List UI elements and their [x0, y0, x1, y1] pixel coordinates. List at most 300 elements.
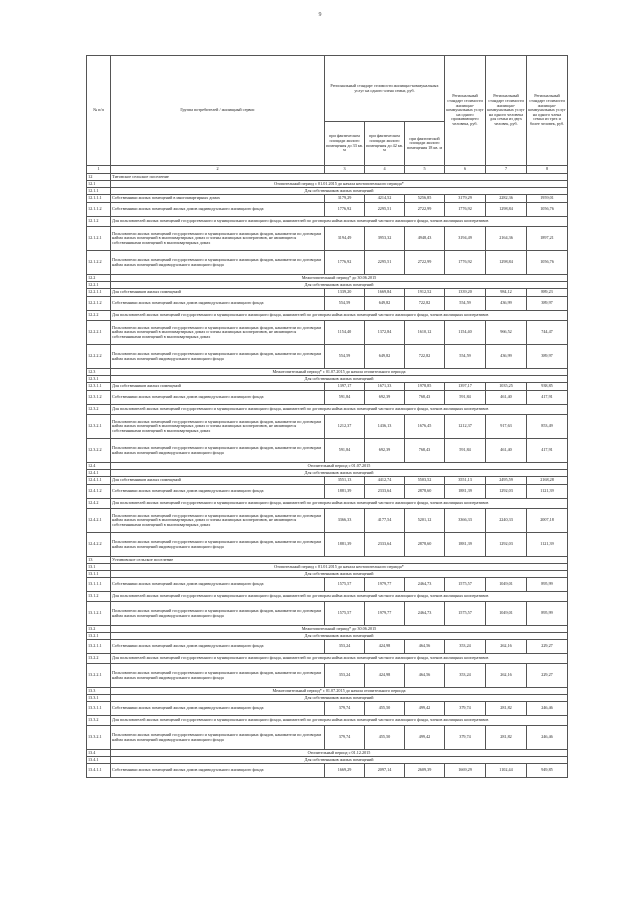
- row-value: 499,42: [405, 702, 445, 716]
- row-value: 424,98: [365, 640, 405, 654]
- row-value: 966,52: [486, 321, 527, 345]
- row-value: 853,49: [527, 415, 568, 439]
- row-value: 4214,52: [365, 195, 405, 203]
- row-value: 455,50: [365, 726, 405, 750]
- row-value: 2722,99: [405, 203, 445, 217]
- row-value: 461,40: [486, 391, 527, 405]
- row-value: 2878,60: [405, 533, 445, 557]
- table-row: [87, 321, 568, 345]
- subheading-row: [87, 275, 568, 282]
- row-value: 461,40: [486, 439, 527, 463]
- subheading-text: Для собственников жилых помещений: [111, 470, 568, 477]
- table-row: [87, 297, 568, 311]
- subheading-text: Для собственников жилых помещений: [111, 188, 568, 195]
- header-num: № п/п: [87, 56, 111, 166]
- subheading-text: Для собственников жилых помещений: [111, 571, 568, 578]
- header-index: 4: [365, 166, 405, 174]
- subheading-row: [87, 181, 568, 188]
- table-row: [87, 477, 568, 485]
- row-value: 2609,39: [405, 764, 445, 778]
- row-code: 13.2.2: [87, 654, 111, 664]
- row-value: 455,50: [365, 702, 405, 716]
- row-value: 3551,13: [325, 477, 365, 485]
- row-value: 229,27: [527, 640, 568, 654]
- table-row: [87, 702, 568, 716]
- row-value: 2097,14: [365, 764, 405, 778]
- row-value: 1121,39: [527, 485, 568, 499]
- table-row: [87, 203, 568, 217]
- row-code: 13.1: [87, 564, 111, 571]
- row-code: 12.1.1: [87, 188, 111, 195]
- subheading-text: Для собственников жилых помещений: [111, 695, 568, 702]
- row-code: 12: [87, 174, 111, 181]
- section-row: [87, 557, 568, 564]
- row-code: 12.4.2.1: [87, 509, 111, 533]
- row-value: 984,12: [486, 289, 527, 297]
- row-description: Пользователи жилых помещений государственного и муниципального жилищных фондов, наниматели по договорам найма жилых помещений индивидуального жилищного фонда: [111, 345, 325, 369]
- table-row: [87, 578, 568, 592]
- row-value: 895,99: [527, 578, 568, 592]
- row-value: 554,59: [325, 345, 365, 369]
- table-row: [87, 439, 568, 463]
- row-value: 1436,13: [365, 415, 405, 439]
- row-description: Собственники жилых помещений жилых домов индивидуального жилищного фонда: [111, 702, 325, 716]
- row-value: 768,43: [405, 439, 445, 463]
- row-value: 5201,12: [405, 509, 445, 533]
- row-value: 1881,39: [445, 533, 486, 557]
- regional-standard-table: [86, 55, 568, 778]
- row-value: 353,24: [445, 664, 486, 688]
- row-value: 281,82: [486, 726, 527, 750]
- row-value: 379,74: [325, 726, 365, 750]
- header-two: Региональный стандарт стоимости жилищно-коммунальных услуг на одного человека для семьи из двух человек, руб.: [486, 56, 527, 166]
- row-description: Для собственников жилых помещений: [111, 289, 325, 297]
- row-value: 1212,37: [445, 415, 486, 439]
- table-row: [87, 227, 568, 251]
- header-sub-a: при фактическом площади жилого помещения до 33 кв. м: [325, 122, 365, 166]
- row-value: 1154,40: [445, 321, 486, 345]
- row-value: 5503,52: [405, 477, 445, 485]
- row-value: 1776,92: [445, 251, 486, 275]
- table-row: [87, 195, 568, 203]
- row-code: 13.1.1: [87, 571, 111, 578]
- row-code: 13.2.1.1: [87, 640, 111, 654]
- row-code: 12.2: [87, 275, 111, 282]
- row-value: 917,63: [486, 415, 527, 439]
- subheading-text: Для пользователей жилых помещений государственного и муниципального жилищного фонда, нанимателей по договорам найма жилых помещений частного жилищного фонда, членов жилищных кооперативов: [111, 311, 568, 321]
- row-value: 1575,57: [325, 578, 365, 592]
- row-value: 1776,92: [325, 251, 365, 275]
- row-value: 591,84: [325, 439, 365, 463]
- row-code: 13.4.1: [87, 757, 111, 764]
- subheading-text: Для пользователей жилых помещений государственного и муниципального жилищного фонда, нанимателей по договорам найма жилых помещений частного жилищного фонда, членов жилищных кооперативов: [111, 499, 568, 509]
- table-row: [87, 251, 568, 275]
- row-code: 12.3.2.2: [87, 439, 111, 463]
- subheading-text: Для пользователей жилых помещений государственного и муниципального жилищного фонда, нанимателей по договорам найма жилых помещений частного жилищного фонда, членов жилищных кооперативов: [111, 405, 568, 415]
- row-value: 2295,51: [365, 203, 405, 217]
- subheading-row: [87, 311, 568, 321]
- subheading-text: Для собственников жилых помещений: [111, 282, 568, 289]
- row-code: 12.3.1: [87, 376, 111, 383]
- subheading-row: [87, 463, 568, 470]
- row-description: Пользователи жилых помещений государственного и муниципального жилищных фондов, наниматели по договорам найма жилых помещений индивидуального жилищного фонда: [111, 533, 325, 557]
- row-description: Собственники жилых помещений в многоквартирных домах: [111, 195, 325, 203]
- header-index: 5: [405, 166, 445, 174]
- header-index: 7: [486, 166, 527, 174]
- row-value: 3194,49: [445, 227, 486, 251]
- row-description: Пользователи жилых помещений государственного и муниципального жилищных фондов, наниматели по договорам найма жилых помещений в многоквартирных домах и члены жилищных кооперативов, не являющиеся собственниками помещений в многоквартирных домах: [111, 227, 325, 251]
- subheading-row: [87, 282, 568, 289]
- subheading-row: [87, 750, 568, 757]
- row-value: 1212,37: [325, 415, 365, 439]
- row-value: 1575,57: [325, 602, 365, 626]
- header-index: 2: [111, 166, 325, 174]
- subheading-text: Для пользователей жилых помещений государственного и муниципального жилищного фонда, нанимателей по договорам найма жилых помещений частного жилищного фонда, членов жилищных кооперативов: [111, 654, 568, 664]
- row-description: Собственники жилых помещений жилых домов индивидуального жилищного фонда: [111, 297, 325, 311]
- table-row: [87, 509, 568, 533]
- row-value: 1575,57: [445, 578, 486, 592]
- header-three-plus: Региональный стандарт стоимости жилищно-коммунальных услуг на одного члена семьи из трех и более человек, руб.: [527, 56, 568, 166]
- row-code: 13.2.2.1: [87, 664, 111, 688]
- row-value: 262,16: [486, 664, 527, 688]
- table-row: [87, 664, 568, 688]
- table-row: [87, 764, 568, 778]
- row-value: 889,23: [527, 289, 568, 297]
- row-value: 1881,39: [445, 485, 486, 499]
- subheading-row: [87, 626, 568, 633]
- row-value: 1669,84: [365, 289, 405, 297]
- row-code: 12.4.1: [87, 470, 111, 477]
- subheading-text: Отопительный период с 01.01.2015 до начала неотопительного периода*: [111, 181, 568, 188]
- subheading-row: [87, 592, 568, 602]
- row-value: 353,24: [445, 640, 486, 654]
- subheading-row: [87, 571, 568, 578]
- row-code: 13.1.2.1: [87, 602, 111, 626]
- row-value: 424,98: [365, 664, 405, 688]
- row-value: 768,43: [405, 391, 445, 405]
- row-value: 1292,03: [486, 485, 527, 499]
- row-description: Собственники жилых помещений жилых домов индивидуального жилищного фонда: [111, 764, 325, 778]
- row-value: 649,82: [365, 297, 405, 311]
- row-value: 246,46: [527, 702, 568, 716]
- row-value: 1292,03: [486, 533, 527, 557]
- row-value: 2295,51: [365, 251, 405, 275]
- header-sub-b: при фактическом площади жилого помещения до 42 кв. м: [365, 122, 405, 166]
- row-value: 3953,32: [365, 227, 405, 251]
- subheading-text: Для пользователей жилых помещений государственного и муниципального жилищного фонда, нанимателей по договорам найма жилых помещений частного жилищного фонда, членов жилищных кооперативов: [111, 217, 568, 227]
- row-code: 13.4.1.1: [87, 764, 111, 778]
- subheading-text: Межотопительный период* до 30.06.2015: [111, 626, 568, 633]
- row-value: 1056,76: [527, 203, 568, 217]
- row-description: Пользователи жилых помещений государственного и муниципального жилищных фондов, наниматели по договорам найма жилых помещений индивидуального жилищного фонда: [111, 439, 325, 463]
- row-value: 649,82: [365, 345, 405, 369]
- row-code: 13.3.1.1: [87, 702, 111, 716]
- row-code: 13.3.1: [87, 695, 111, 702]
- row-value: 1912,52: [405, 289, 445, 297]
- header-standard: Региональный стандарт стоимости жилищно-коммунальных услуг на одного члена семьи, руб.: [325, 56, 445, 122]
- row-description: Собственники жилых помещений жилых домов индивидуального жилищного фонда: [111, 203, 325, 217]
- row-code: 12.2.1.1: [87, 289, 111, 297]
- row-code: 12.1.2.2: [87, 251, 111, 275]
- table-body: [87, 174, 568, 778]
- row-description: Пользователи жилых помещений государственного и муниципального жилищных фондов, наниматели по договорам найма жилых помещений в многоквартирных домах и члены жилищных кооперативов, не являющиеся собственниками помещений в многоквартирных домах: [111, 321, 325, 345]
- row-value: 499,42: [405, 726, 445, 750]
- section-title: Устиновское сельское поселение: [111, 557, 568, 564]
- row-value: 1049,01: [486, 602, 527, 626]
- row-value: 4948,43: [405, 227, 445, 251]
- row-value: 1897,21: [527, 227, 568, 251]
- row-code: 13.3.2.1: [87, 726, 111, 750]
- row-code: 13.2.1: [87, 633, 111, 640]
- row-value: 2464,73: [405, 602, 445, 626]
- row-value: 1298,84: [486, 251, 527, 275]
- row-description: Собственники жилых помещений жилых домов индивидуального жилищного фонда: [111, 485, 325, 499]
- row-value: 2240,33: [486, 509, 527, 533]
- row-description: Собственники жилых помещений жилых домов индивидуального жилищного фонда: [111, 640, 325, 654]
- subheading-row: [87, 716, 568, 726]
- row-value: 436,99: [486, 345, 527, 369]
- row-description: Пользователи жилых помещений государственного и муниципального жилищных фондов, наниматели по договорам найма жилых помещений индивидуального жилищного фонда: [111, 602, 325, 626]
- row-value: 2282,36: [486, 195, 527, 203]
- row-value: 464,56: [405, 664, 445, 688]
- table-row: [87, 289, 568, 297]
- row-value: 1049,01: [486, 578, 527, 592]
- row-value: 1339,20: [445, 289, 486, 297]
- subheading-text: Межотопительный период* до 30.06.2015: [111, 275, 568, 282]
- row-value: 1339,20: [325, 289, 365, 297]
- row-code: 12.4.2: [87, 499, 111, 509]
- subheading-row: [87, 695, 568, 702]
- row-value: 3551,13: [445, 477, 486, 485]
- row-value: 692,39: [365, 391, 405, 405]
- row-code: 12.4.1.2: [87, 485, 111, 499]
- row-value: 3179,29: [445, 195, 486, 203]
- row-value: 1397,17: [445, 383, 486, 391]
- section-row: [87, 174, 568, 181]
- row-code: 12.2.1: [87, 282, 111, 289]
- row-value: 938,85: [527, 383, 568, 391]
- subheading-text: Для собственников жилых помещений: [111, 757, 568, 764]
- row-value: 1881,39: [325, 533, 365, 557]
- subheading-row: [87, 757, 568, 764]
- row-value: 554,59: [325, 297, 365, 311]
- row-value: 2464,73: [405, 578, 445, 592]
- row-code: 13.1.1.1: [87, 578, 111, 592]
- row-description: Пользователи жилых помещений государственного и муниципального жилищных фондов, наниматели по договорам найма жилых помещений в многоквартирных домах и члены жилищных кооперативов, не являющиеся собственниками помещений в многоквартирных домах: [111, 509, 325, 533]
- header-group: Группа потребителей / жилищный сервис: [111, 56, 325, 166]
- row-value: 591,84: [445, 391, 486, 405]
- row-value: 1676,45: [405, 415, 445, 439]
- subheading-text: Межотопительный период* с 01.07.2015 до начала отопительного периода: [111, 369, 568, 376]
- row-value: 1881,39: [325, 485, 365, 499]
- row-value: 722,82: [405, 345, 445, 369]
- table-row: [87, 345, 568, 369]
- row-value: 2007,18: [527, 509, 568, 533]
- row-value: 1397,17: [325, 383, 365, 391]
- row-value: 554,59: [445, 345, 486, 369]
- table-row: [87, 415, 568, 439]
- row-value: 2333,64: [365, 533, 405, 557]
- row-value: 1298,84: [486, 203, 527, 217]
- row-code: 13.4: [87, 750, 111, 757]
- row-code: 12.4: [87, 463, 111, 470]
- row-value: 1154,40: [325, 321, 365, 345]
- row-code: 12.3.1.1: [87, 383, 111, 391]
- row-code: 13.2: [87, 626, 111, 633]
- row-value: 353,24: [325, 640, 365, 654]
- row-code: 12.3.2: [87, 405, 111, 415]
- header-single: Региональный стандарт стоимости жилищно-коммунальных услуг на одного проживающего человека, руб.: [445, 56, 486, 166]
- subheading-text: Для пользователей жилых помещений государственного и муниципального жилищного фонда, нанимателей по договорам найма жилых помещений частного жилищного фонда, членов жилищных кооперативов: [111, 592, 568, 602]
- row-value: 744,47: [527, 321, 568, 345]
- row-value: 1669,29: [445, 764, 486, 778]
- subheading-row: [87, 405, 568, 415]
- table-row: [87, 640, 568, 654]
- row-value: 353,24: [325, 664, 365, 688]
- subheading-text: Для пользователей жилых помещений государственного и муниципального жилищного фонда, нанимателей по договорам найма жилых помещений частного жилищного фонда, членов жилищных кооперативов: [111, 716, 568, 726]
- row-value: 3194,49: [325, 227, 365, 251]
- subheading-row: [87, 654, 568, 664]
- subheading-row: [87, 217, 568, 227]
- row-value: 389,97: [527, 345, 568, 369]
- row-code: 12.3: [87, 369, 111, 376]
- row-value: 2878,60: [405, 485, 445, 499]
- subheading-row: [87, 633, 568, 640]
- header-index: 8: [527, 166, 568, 174]
- table-row: [87, 391, 568, 405]
- row-value: 722,82: [405, 297, 445, 311]
- page-number: 9: [318, 12, 322, 18]
- row-code: 13.1.2: [87, 592, 111, 602]
- row-value: 2333,64: [365, 485, 405, 499]
- row-value: 2495,59: [486, 477, 527, 485]
- row-value: 246,46: [527, 726, 568, 750]
- row-value: 3366,33: [325, 509, 365, 533]
- row-value: 3366,33: [445, 509, 486, 533]
- row-code: 13.3: [87, 688, 111, 695]
- row-code: 13.3.2: [87, 716, 111, 726]
- subheading-text: Межотопительный период* с 01.07.2015 до начала отопительного периода: [111, 688, 568, 695]
- row-code: 12.1.1.1: [87, 195, 111, 203]
- table-row: [87, 533, 568, 557]
- row-value: 2164,36: [486, 227, 527, 251]
- header-sub-c: при фактической площади жилого помещения 18 кв. м: [405, 122, 445, 166]
- row-value: 895,99: [527, 602, 568, 626]
- row-value: 554,59: [445, 297, 486, 311]
- row-value: 379,74: [445, 726, 486, 750]
- row-value: 1372,84: [365, 321, 405, 345]
- subheading-row: [87, 564, 568, 571]
- row-value: 1610,12: [405, 321, 445, 345]
- row-value: 1979,77: [365, 578, 405, 592]
- row-value: 464,56: [405, 640, 445, 654]
- subheading-row: [87, 376, 568, 383]
- row-description: Пользователи жилых помещений государственного и муниципального жилищных фондов, наниматели по договорам найма жилых помещений индивидуального жилищного фонда: [111, 664, 325, 688]
- row-code: 12.1.2.1: [87, 227, 111, 251]
- row-description: Пользователи жилых помещений государственного и муниципального жилищных фондов, наниматели по договорам найма жилых помещений в многоквартирных домах и члены жилищных кооперативов, не являющиеся собственниками помещений в многоквартирных домах: [111, 415, 325, 439]
- row-value: 591,84: [445, 439, 486, 463]
- row-code: 12.2.2: [87, 311, 111, 321]
- row-code: 12.2.1.2: [87, 297, 111, 311]
- row-value: 2722,99: [405, 251, 445, 275]
- row-description: Собственники жилых помещений жилых домов индивидуального жилищного фонда: [111, 391, 325, 405]
- row-value: 1575,57: [445, 602, 486, 626]
- table-row: [87, 485, 568, 499]
- row-value: 417,91: [527, 391, 568, 405]
- row-value: 692,39: [365, 439, 405, 463]
- row-value: 389,97: [527, 297, 568, 311]
- row-value: 4412,74: [365, 477, 405, 485]
- row-value: 1056,76: [527, 251, 568, 275]
- table-row: [87, 602, 568, 626]
- row-code: 12.3.2.1: [87, 415, 111, 439]
- row-description: Для собственников жилых помещений: [111, 477, 325, 485]
- subheading-row: [87, 499, 568, 509]
- header-index: 3: [325, 166, 365, 174]
- subheading-text: Отопительный период с 01.01.2015 до начала неотопительного периода*: [111, 564, 568, 571]
- row-code: 13: [87, 557, 111, 564]
- header-index: 1: [87, 166, 111, 174]
- subheading-row: [87, 688, 568, 695]
- row-code: 12.2.2.2: [87, 345, 111, 369]
- row-value: 949,85: [527, 764, 568, 778]
- row-code: 12.3.1.2: [87, 391, 111, 405]
- row-code: 12.1.2: [87, 217, 111, 227]
- table-row: [87, 726, 568, 750]
- row-code: 12.1.1.2: [87, 203, 111, 217]
- subheading-row: [87, 470, 568, 477]
- subheading-text: Для собственников жилых помещений: [111, 376, 568, 383]
- row-value: 417,91: [527, 439, 568, 463]
- row-value: 1979,77: [365, 602, 405, 626]
- row-value: 436,99: [486, 297, 527, 311]
- section-title: Титовское сельское поселение: [111, 174, 568, 181]
- row-code: 12.2.2.1: [87, 321, 111, 345]
- row-value: 379,74: [445, 702, 486, 716]
- row-code: 12.4.2.2: [87, 533, 111, 557]
- row-description: Собственники жилых помещений жилых домов индивидуального жилищного фонда: [111, 578, 325, 592]
- row-value: 1978,85: [405, 383, 445, 391]
- row-value: 5256,85: [405, 195, 445, 203]
- row-value: 4177,54: [365, 509, 405, 533]
- row-code: 12.1: [87, 181, 111, 188]
- row-value: 1035,25: [486, 383, 527, 391]
- table-row: [87, 383, 568, 391]
- row-value: 229,27: [527, 664, 568, 688]
- subheading-text: Для собственников жилых помещений: [111, 633, 568, 640]
- subheading-row: [87, 188, 568, 195]
- row-value: 281,82: [486, 702, 527, 716]
- row-value: 379,74: [325, 702, 365, 716]
- row-value: 1121,39: [527, 533, 568, 557]
- row-value: 591,84: [325, 391, 365, 405]
- table-header: [87, 56, 568, 174]
- row-description: Пользователи жилых помещений государственного и муниципального жилищных фондов, наниматели по договорам найма жилых помещений индивидуального жилищного фонда: [111, 726, 325, 750]
- subheading-text: Отопительный период с 01.12.2015: [111, 750, 568, 757]
- row-value: 1102,44: [486, 764, 527, 778]
- row-value: 1669,29: [325, 764, 365, 778]
- row-description: Для собственников жилых помещений: [111, 383, 325, 391]
- row-value: 1776,92: [445, 203, 486, 217]
- subheading-text: Отопительный период с 01.07.2015: [111, 463, 568, 470]
- row-value: 262,16: [486, 640, 527, 654]
- row-value: 2168,28: [527, 477, 568, 485]
- row-value: 1959,01: [527, 195, 568, 203]
- row-value: 1776,92: [325, 203, 365, 217]
- row-code: 12.4.1.1: [87, 477, 111, 485]
- row-description: Пользователи жилых помещений государственного и муниципального жилищных фондов, наниматели по договорам найма жилых помещений индивидуального жилищного фонда: [111, 251, 325, 275]
- header-index: 6: [445, 166, 486, 174]
